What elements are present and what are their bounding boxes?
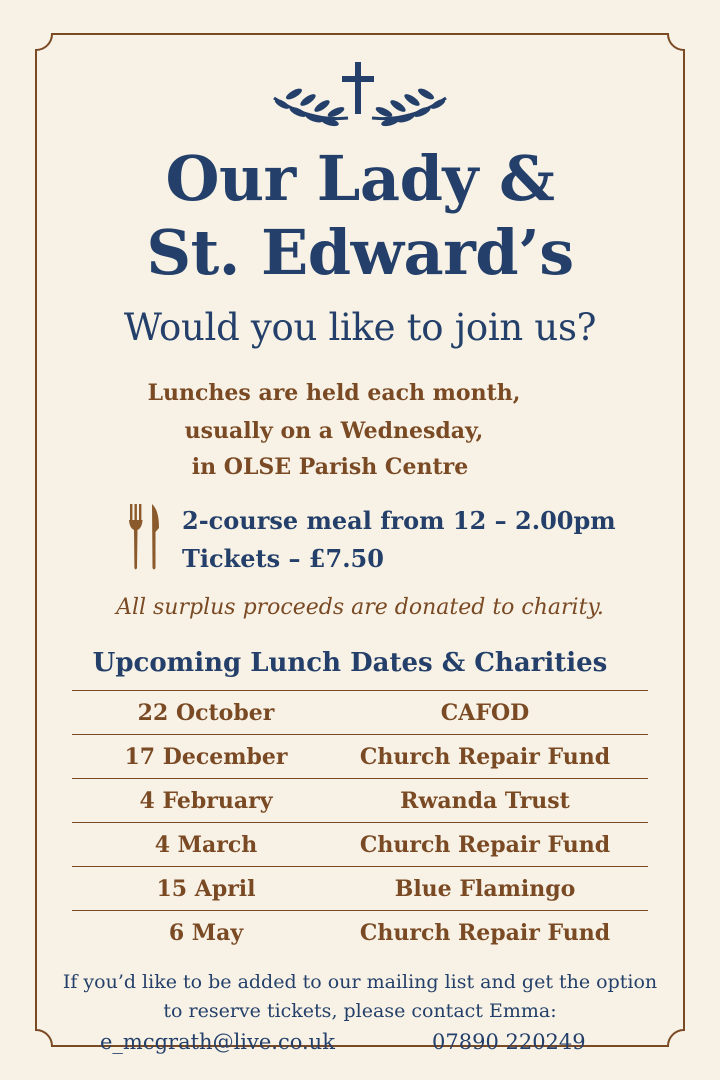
contact-phone[interactable]: 07890 220249 bbox=[432, 1030, 586, 1054]
charity-cell: Church Repair Fund bbox=[359, 832, 611, 858]
cutlery-icon bbox=[126, 502, 162, 572]
date-cell: 4 March bbox=[154, 832, 258, 858]
page-title-line2: St. Edward’s bbox=[146, 216, 574, 289]
table-row bbox=[72, 690, 648, 734]
charity-cell: Rwanda Trust bbox=[400, 788, 570, 814]
footer-line1: If you’d like to be added to our mailing list and get the option bbox=[62, 971, 658, 993]
charity-cell: Blue Flamingo bbox=[394, 876, 576, 902]
date-cell: 22 October bbox=[137, 700, 275, 726]
schedule-heading: Upcoming Lunch Dates & Charities bbox=[92, 648, 608, 678]
meal-time: 2-course meal from 12 – 2.00pm bbox=[182, 506, 616, 535]
ticket-price: Tickets – £7.50 bbox=[182, 544, 384, 573]
table-row bbox=[72, 822, 648, 866]
table-row bbox=[72, 778, 648, 822]
charity-note: All surplus proceeds are donated to charity. bbox=[116, 595, 604, 620]
charity-cell: Church Repair Fund bbox=[359, 744, 611, 770]
contact-email[interactable]: e_mcgrath@live.co.uk bbox=[100, 1030, 335, 1054]
charity-cell: Church Repair Fund bbox=[359, 920, 611, 946]
schedule-table bbox=[72, 690, 648, 954]
date-cell: 4 February bbox=[139, 788, 273, 814]
date-cell: 17 December bbox=[124, 744, 288, 770]
footer-line2: to reserve tickets, please contact Emma: bbox=[163, 1000, 557, 1022]
page-title-line1: Our Lady & bbox=[165, 142, 555, 215]
charity-cell: CAFOD bbox=[440, 700, 530, 726]
intro-line1: Lunches are held each month, bbox=[147, 380, 521, 406]
date-cell: 6 May bbox=[168, 920, 244, 946]
date-cell: 15 April bbox=[156, 876, 256, 902]
cross-laurel-icon bbox=[270, 60, 450, 132]
subtitle: Would you like to join us? bbox=[123, 306, 597, 349]
intro-line2: usually on a Wednesday, bbox=[184, 418, 484, 444]
table-row bbox=[72, 910, 648, 954]
intro-line3: in OLSE Parish Centre bbox=[191, 454, 469, 480]
table-row bbox=[72, 866, 648, 910]
table-row bbox=[72, 734, 648, 778]
